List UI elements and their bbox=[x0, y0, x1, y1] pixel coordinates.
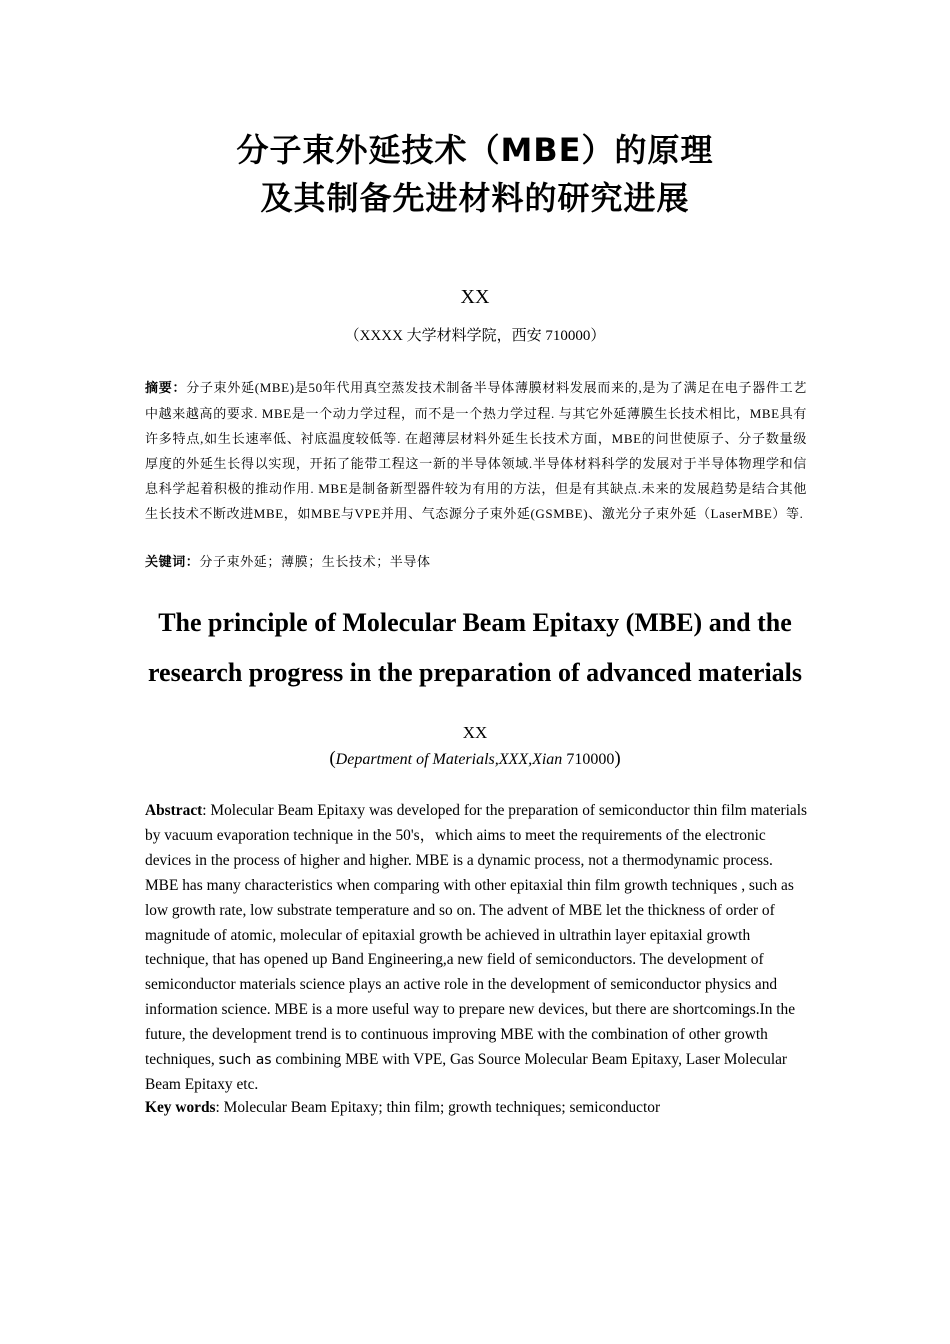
english-author: XX bbox=[462, 723, 488, 742]
english-title bbox=[0, 598, 950, 698]
affiliation-close-paren: ) bbox=[614, 748, 621, 769]
chinese-keywords-text: 分子束外延；薄膜；生长技术；半导体 bbox=[199, 554, 431, 569]
english-abstract-text-1: Molecular Beam Epitaxy was developed for the preparation of semiconductor thin film materials by vacuum evaporation technique in the 50's，which aims to meet the requirements of the electronic devices in the process of higher and higher. MBE is a dynamic process, not a thermodynamic process. MBE has many characteristics when comparing with other epitaxial thin film growth techniques , such as low growth rate, low substrate temperature and so on. The advent of MBE let the thickness of order of magnitude of atomic, molecular of epitaxial growth be achieved in ultrathin layer epitaxial growth technique, that has opened up Band Engineering,a new field of semiconductors. The development of semiconductor materials science plays an active role in the development of semiconductor physics and information science. MBE is a more useful way to prepare new devices, but there are shortcomings.In the future, the development trend is to continuous improving MBE with the combination of other growth techniques, bbox=[145, 802, 808, 1069]
english-abstract bbox=[145, 799, 809, 1098]
english-title-line-2: research progress in the preparation of advanced materials bbox=[147, 658, 803, 687]
english-keywords-text: : Molecular Beam Epitaxy; thin film; growth techniques; semiconductor bbox=[215, 1099, 661, 1116]
affiliation-open-paren: ( bbox=[329, 748, 336, 769]
english-abstract-such-as: such as bbox=[218, 1052, 272, 1069]
chinese-abstract-text: 分子束外延(MBE)是50年代用真空蒸发技术制备半导体薄膜材料发展而来的,是为了满足在电子器件工艺中越来越高的要求. MBE是一个动力学过程，而不是一个热力学过程. 与其它外延薄膜生长技术相比，MBE具有许多特点,如生长速率低、衬底温度较低等. 在超薄层材料外延生长技术方面，MBE的问世使原子、分子数量级厚度的外延生长得以实现，开拓了能带工程这一新的半导体领域.半导体材料科学的发展对于半导体物理学和信息科学起着积极的推动作用. MBE是制备新型器件较为有用的方法，但是有其缺点.未来的发展趋势是结合其他生长技术不断改进MBE，如MBE与VPE并用、气态源分子束外延(GSMBE)、激光分子束外延（LaserMBE）等. bbox=[145, 380, 807, 521]
english-keywords-label: Key words bbox=[145, 1099, 216, 1116]
english-abstract-label: Abstract bbox=[145, 802, 203, 819]
chinese-keywords-label: 关键词： bbox=[145, 555, 200, 570]
chinese-author: XX bbox=[460, 286, 490, 308]
chinese-abstract-label: 摘要： bbox=[145, 381, 187, 396]
chinese-title-line-1: 分子束外延技术（MBE）的原理 bbox=[236, 131, 714, 169]
affiliation-postcode: 710000 bbox=[562, 751, 615, 768]
chinese-title bbox=[0, 126, 950, 222]
english-abstract-text-2: combining MBE with VPE, Gas Source Molecular Beam Epitaxy, Laser Molecular Beam Epitaxy etc. bbox=[145, 1051, 788, 1093]
affiliation-institution: Department of Materials,XXX,Xian bbox=[335, 751, 563, 768]
english-affiliation bbox=[0, 748, 950, 771]
chinese-affiliation: （XXXX 大学材料学院，西安 710000） bbox=[344, 328, 606, 344]
english-title-line-1: The principle of Molecular Beam Epitaxy (MBE) and the bbox=[158, 608, 792, 637]
chinese-abstract bbox=[145, 375, 807, 526]
english-keywords bbox=[145, 1096, 809, 1121]
chinese-keywords bbox=[145, 549, 807, 575]
chinese-title-line-2: 及其制备先进材料的研究进展 bbox=[260, 179, 690, 217]
english-abstract-colon: : bbox=[202, 802, 207, 819]
